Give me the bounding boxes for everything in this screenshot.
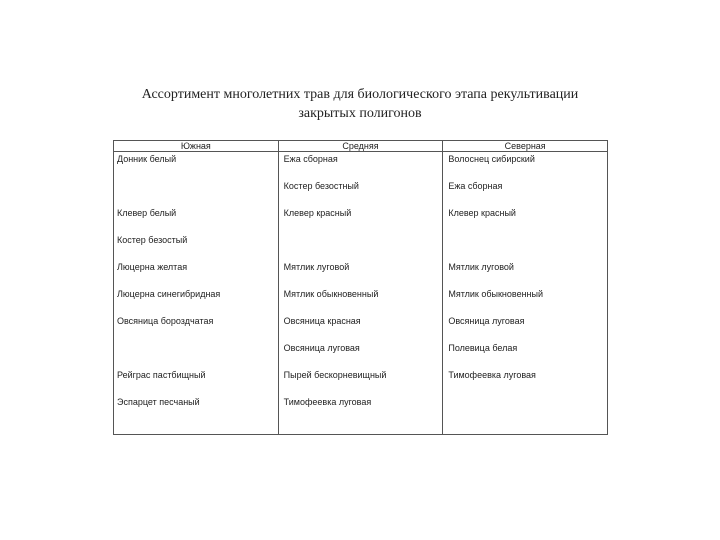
header-middle: Средняя xyxy=(278,141,443,152)
table-cell: Мятлик луговой xyxy=(443,260,608,287)
table-row xyxy=(114,233,608,260)
header-north: Северная xyxy=(443,141,608,152)
table-cell: Донник белый xyxy=(114,152,279,180)
table-cell: Клевер красный xyxy=(443,206,608,233)
table-cell: Овсяница луговая xyxy=(443,314,608,341)
title-line-1: Ассортимент многолетних трав для биологического этапа рекультивации xyxy=(141,87,579,102)
table-cell-empty xyxy=(114,422,279,435)
table-cell: Костер безостный xyxy=(278,179,443,206)
table-cell: Ежа сборная xyxy=(278,152,443,180)
table-row xyxy=(114,260,608,287)
grass-assortment-table xyxy=(113,140,608,435)
table-cell: Мятлик луговой xyxy=(278,260,443,287)
table-cell: Овсяница луговая xyxy=(278,341,443,368)
table-row xyxy=(114,341,608,368)
table-cell: Овсяница красная xyxy=(278,314,443,341)
table-row xyxy=(114,368,608,395)
table-cell: Костер безостый xyxy=(114,233,279,260)
table-row xyxy=(114,179,608,206)
table-cell: Мятлик обыкновенный xyxy=(278,287,443,314)
table-cell xyxy=(443,395,608,422)
title-line-2: закрытых полигонов xyxy=(298,106,422,121)
table-cell: Эспарцет песчаный xyxy=(114,395,279,422)
table-cell: Люцерна синегибридная xyxy=(114,287,279,314)
table-cell: Рейграс пастбищный xyxy=(114,368,279,395)
table-cell-empty xyxy=(443,422,608,435)
table-row xyxy=(114,206,608,233)
table-cell: Волоснец сибирский xyxy=(443,152,608,180)
table-cell: Люцерна желтая xyxy=(114,260,279,287)
table-row xyxy=(114,152,608,180)
table-row xyxy=(114,287,608,314)
table-cell-empty xyxy=(278,422,443,435)
table-cell xyxy=(278,233,443,260)
table-cell: Ежа сборная xyxy=(443,179,608,206)
table-cell: Пырей бескорневищный xyxy=(278,368,443,395)
table-row xyxy=(114,395,608,422)
table-cell: Клевер красный xyxy=(278,206,443,233)
table-row xyxy=(114,314,608,341)
table-cell: Мятлик обыкновенный xyxy=(443,287,608,314)
table-cell xyxy=(443,233,608,260)
table-cell: Тимофеевка луговая xyxy=(443,368,608,395)
table-cell: Клевер белый xyxy=(114,206,279,233)
table-bottom-spacer xyxy=(114,422,608,435)
table-cell: Овсяница бороздчатая xyxy=(114,314,279,341)
table-cell: Полевица белая xyxy=(443,341,608,368)
table-cell: Тимофеевка луговая xyxy=(278,395,443,422)
header-south: Южная xyxy=(114,141,279,152)
table-cell xyxy=(114,341,279,368)
table-header-row xyxy=(114,141,608,152)
document-title xyxy=(60,85,660,123)
table-cell xyxy=(114,179,279,206)
